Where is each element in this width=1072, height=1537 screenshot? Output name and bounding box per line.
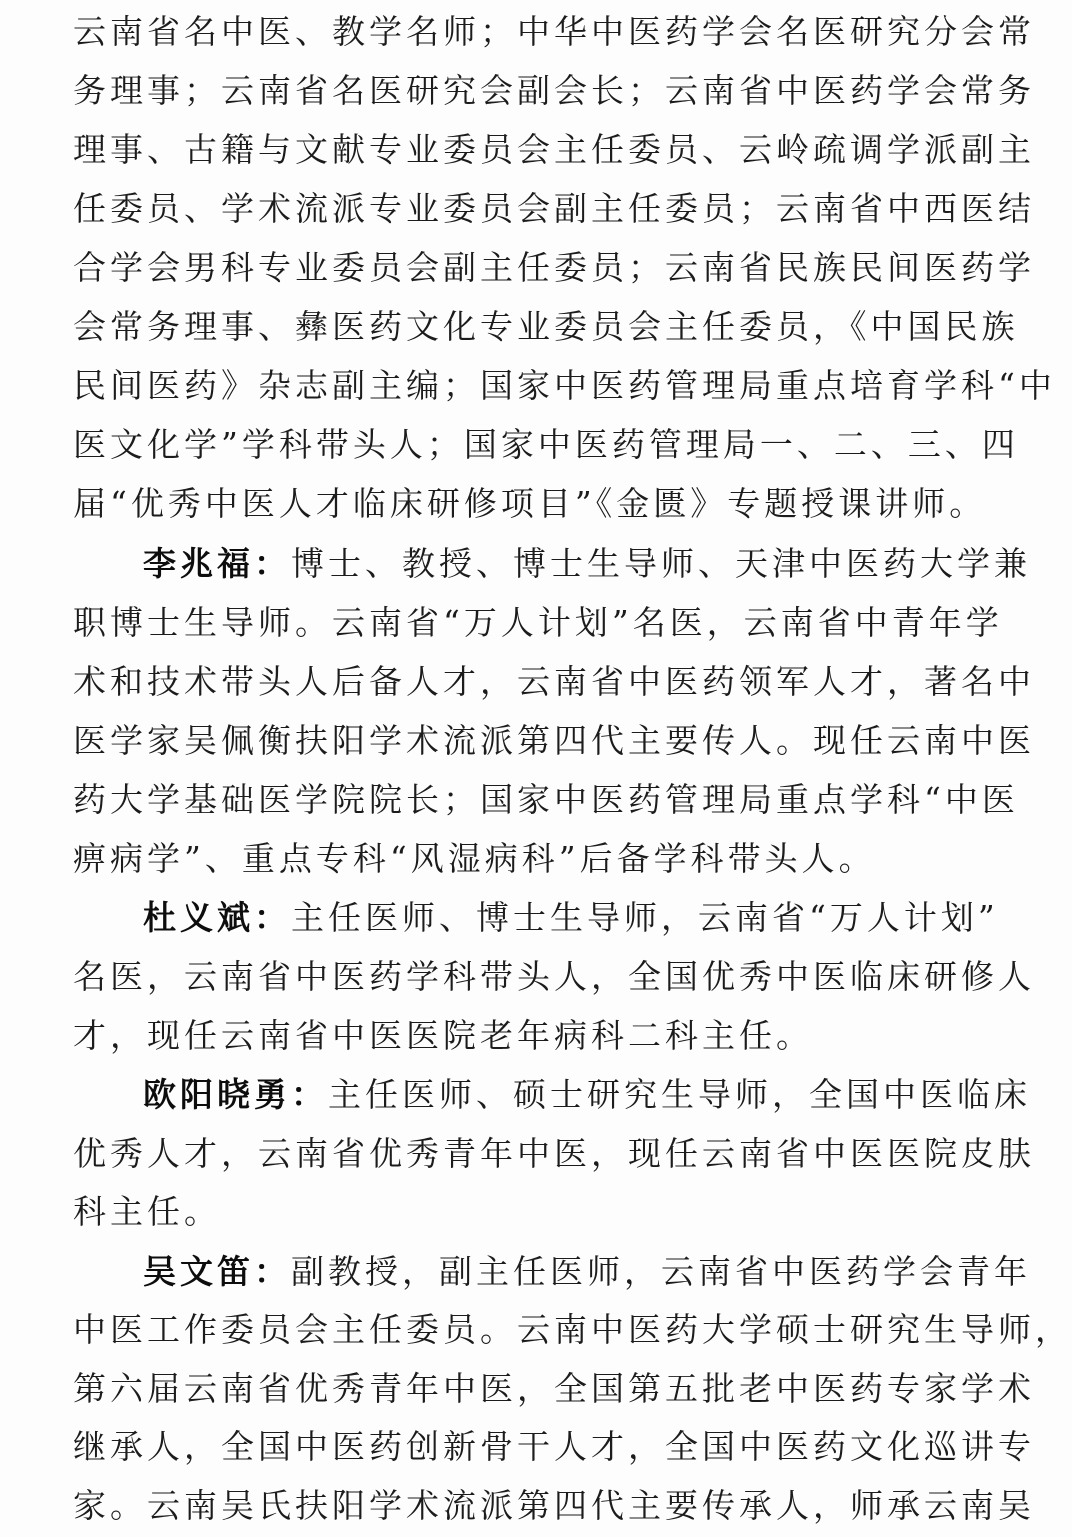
- person-name: 李兆福：: [143, 544, 291, 583]
- person-name: 吴文笛：: [143, 1252, 291, 1291]
- text-line: 会常务理事、彝医药文化专业委员会主任委员，《中国民族: [73, 307, 1019, 346]
- bio-text: 副教授，副主任医师，云南省中医药学会青年: [291, 1252, 1031, 1291]
- bio-text: 博士、教授、博士生导师、天津中医药大学兼: [291, 544, 1031, 583]
- person-name: 欧阳晓勇：: [143, 1075, 328, 1114]
- text-line-first: [143, 1252, 1031, 1292]
- text-line: 优秀人才，云南省优秀青年中医，现任云南省中医医院皮肤: [73, 1134, 1035, 1173]
- text-line: 术和技术带头人后备人才，云南省中医药领军人才，著名中: [73, 662, 1035, 701]
- text-line: 继承人，全国中医药创新骨干人才，全国中医药文化巡讲专: [73, 1427, 1035, 1466]
- bio-text: 主任医师、博士生导师，云南省“万人计划”: [291, 898, 999, 937]
- text-line: 中医工作委员会主任委员。云南中医药大学硕士研究生导师，: [73, 1310, 1072, 1349]
- text-line: 家。云南吴氏扶阳学术流派第四代主要传承人，师承云南吴: [73, 1486, 1035, 1525]
- text-line-first: [143, 898, 999, 938]
- bio-text: 主任医师、硕士研究生导师，全国中医临床: [328, 1075, 1031, 1114]
- text-line: 民间医药》杂志副主编；国家中医药管理局重点培育学科“中: [73, 366, 1056, 405]
- person-name: 杜义斌：: [143, 898, 291, 937]
- text-line: 科主任。: [73, 1192, 221, 1231]
- text-line: 合学会男科专业委员会副主任委员；云南省民族民间医药学: [73, 248, 1035, 287]
- text-line: 药大学基础医学院院长；国家中医药管理局重点学科“中医: [73, 780, 1019, 819]
- text-line: 医学家吴佩衡扶阳学术流派第四代主要传人。现任云南中医: [73, 721, 1035, 760]
- text-line: 名医，云南省中医药学科带头人，全国优秀中医临床研修人: [73, 957, 1035, 996]
- text-line: 第六届云南省优秀青年中医，全国第五批老中医药专家学术: [73, 1369, 1035, 1408]
- text-line: 才，现任云南省中医医院老年病科二科主任。: [73, 1016, 813, 1055]
- text-line: 理事、古籍与文献专业委员会主任委员、云岭疏调学派副主: [73, 130, 1035, 169]
- text-line-first: [143, 544, 1031, 584]
- text-line: 医文化学”学科带头人；国家中医药管理局一、二、三、四: [73, 425, 1019, 464]
- text-line: 云南省名中医、教学名师；中华中医药学会名医研究分会常: [73, 12, 1035, 51]
- text-line: 届“优秀中医人才临床研修项目”《金匮》专题授课讲师。: [73, 484, 987, 523]
- text-line: 任委员、学术流派专业委员会副主任委员；云南省中西医结: [73, 189, 1035, 228]
- text-line: 职博士生导师。云南省“万人计划”名医，云南省中青年学: [73, 603, 1003, 642]
- text-line-first: [143, 1075, 1031, 1115]
- text-line: 痹病学”、重点专科“风湿病科”后备学科带头人。: [73, 839, 876, 878]
- text-line: 务理事；云南省名医研究会副会长；云南省中医药学会常务: [73, 71, 1035, 110]
